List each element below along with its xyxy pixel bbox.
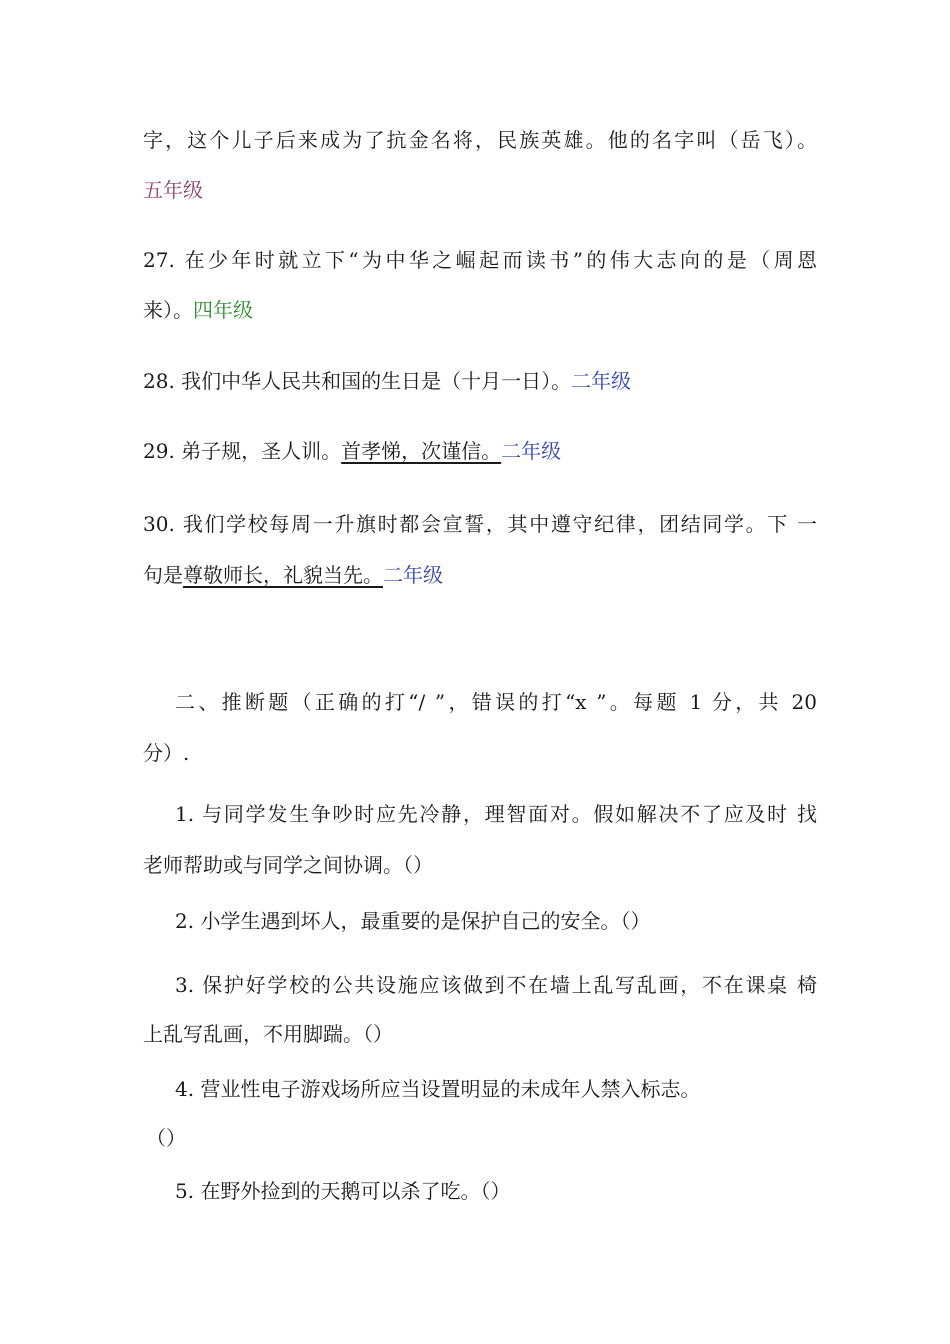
- q30-line2: [143, 561, 443, 589]
- q30-answer: 尊敬师长，礼貌当先。: [183, 563, 383, 587]
- judgement-item-1-line2: 老师帮助或与同学之间协调。（）: [143, 853, 433, 877]
- q27-line2: [143, 296, 253, 324]
- q27-grade-label: 四年级: [193, 298, 253, 322]
- judgement-item-1-line1: 1. 与同学发生争吵时应先冷静，理智面对。假如解决不了应及时 找: [175, 802, 817, 826]
- judgement-item-4-line2: （）: [146, 1126, 186, 1150]
- q29-answer: 首孝悌，次谨信。: [341, 439, 502, 463]
- section2-heading-line2: 分）.: [143, 741, 190, 765]
- q27-line1: 27. 在少年时就立下“为中华之崛起而读书”的伟大志向的是（周恩: [143, 248, 817, 272]
- judgement-item-3-line2: 上乱写乱画，不用脚踹。（）: [143, 1022, 393, 1046]
- q28-line: [143, 367, 631, 395]
- q30-grade-label: 二年级: [383, 563, 443, 587]
- section2-heading-line1: 二、推断题（正确的打“/ ”，错误的打“x ”。每题 1 分，共 20: [175, 690, 817, 714]
- judgement-item-2-line1: 2. 小学生遇到坏人，最重要的是保护自己的安全。（）: [175, 909, 651, 933]
- q29-line: [143, 437, 561, 465]
- q29-grade-label: 二年级: [501, 439, 562, 463]
- judgement-item-4-line1: 4. 营业性电子游戏场所应当设置明显的未成年人禁入标志。: [175, 1077, 701, 1101]
- q28-grade-label: 二年级: [571, 369, 632, 393]
- q26-line1: 字，这个儿子后来成为了抗金名将，民族英雄。他的名字叫（岳飞）。: [143, 128, 817, 152]
- q26-grade-label: 五年级: [143, 178, 203, 202]
- q30-line1: 30. 我们学校每周一升旗时都会宣誓，其中遵守纪律，团结同学。下 一: [143, 512, 817, 536]
- judgement-item-3-line1: 3. 保护好学校的公共设施应该做到不在墙上乱写乱画，不在课桌 椅: [175, 973, 817, 997]
- q27-text-end: 来）。: [143, 298, 193, 322]
- q28-text: 28. 我们中华人民共和国的生日是（十月一日）。: [143, 369, 572, 393]
- judgement-item-5-line1: 5. 在野外捡到的天鹅可以杀了吃。（）: [175, 1179, 511, 1203]
- q30-prefix: 句是: [143, 563, 183, 587]
- q29-prefix: 29. 弟子规，圣人训。: [143, 439, 342, 463]
